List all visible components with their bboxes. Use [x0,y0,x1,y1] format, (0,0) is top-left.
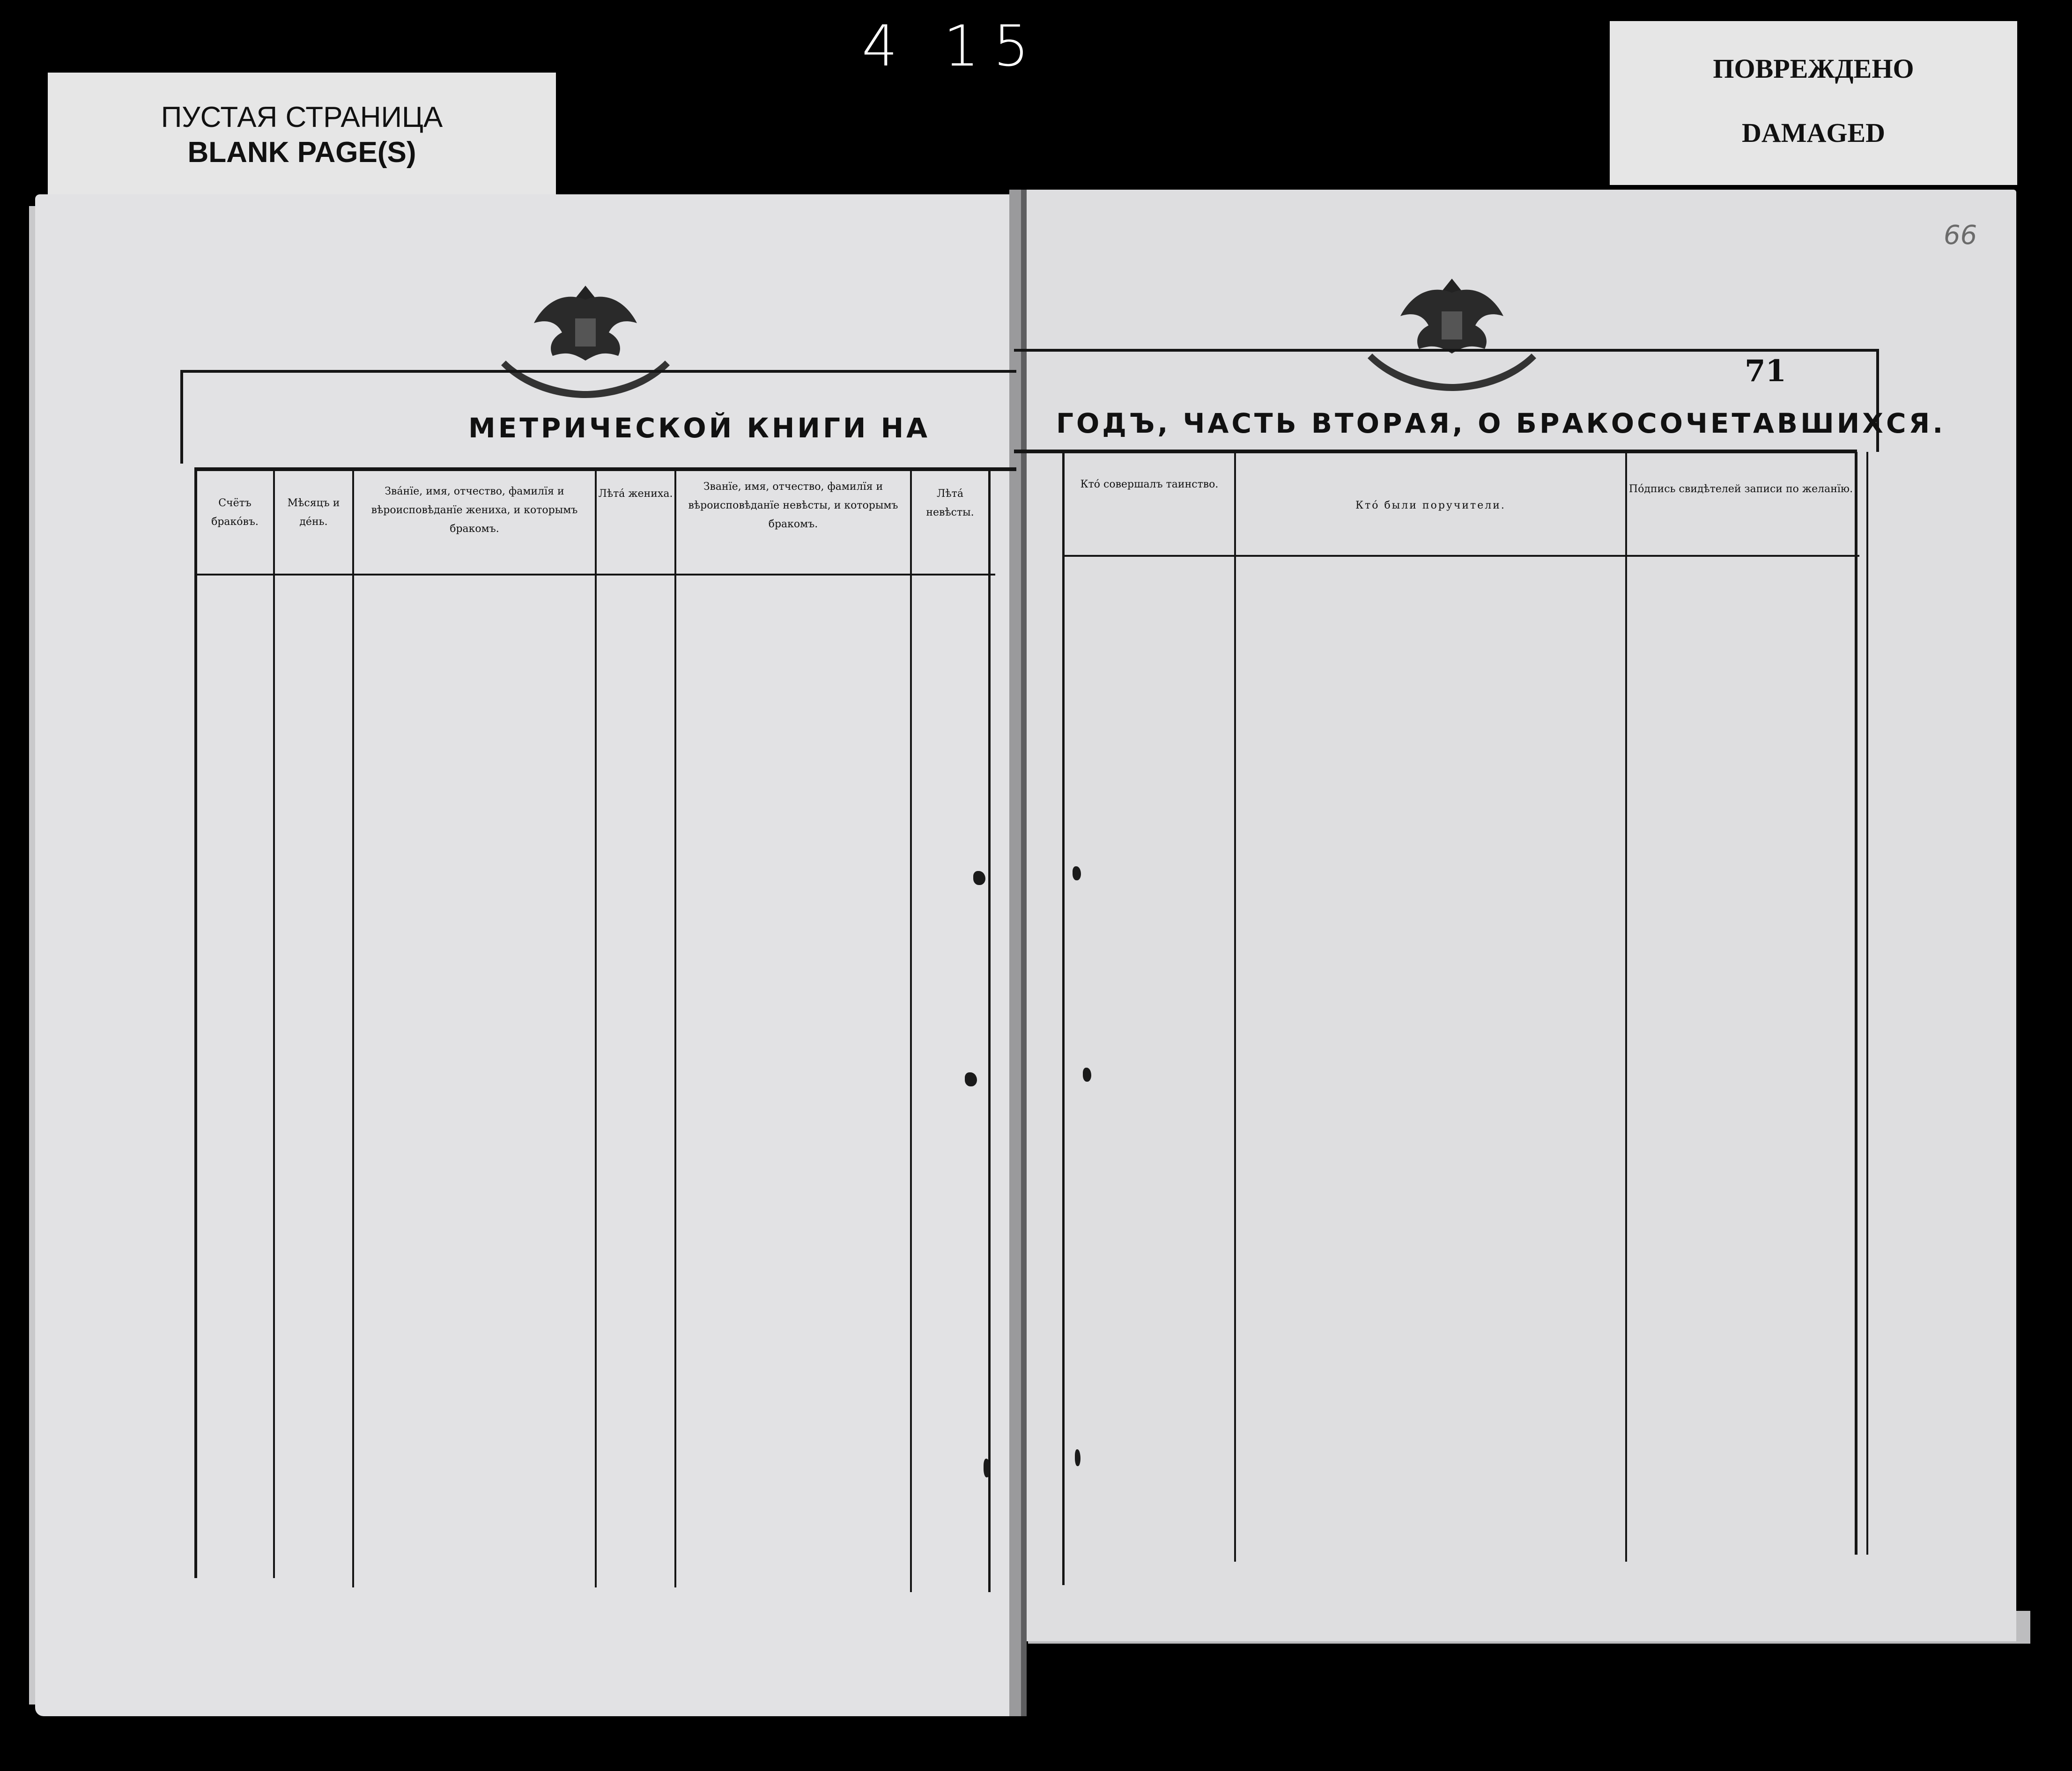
folio-number: 71 [1745,354,1787,389]
coat-of-arms-emblem [492,272,679,412]
column-header-officiant: Ктó совершалъ таинство. [1080,479,1219,490]
binding-hole [973,871,985,885]
column-divider [1855,452,1857,1555]
table-border [180,370,1016,373]
table-border [180,370,183,464]
blank-page-label [48,73,556,199]
column-header-bride-age: Лѣтá невѣсты. [926,488,974,518]
damaged-label-en: DAMAGED [1741,118,1886,148]
table-border [1014,349,1878,352]
blank-label-en: BLANK PAGE(S) [187,136,416,169]
binding-hole [1073,866,1081,880]
binding-hole [984,1459,990,1477]
title-left: МЕТРИЧЕСКОЙ КНИГИ НА [468,412,931,444]
archive-number: 4 15 [862,14,1043,79]
column-divider [595,468,597,1587]
column-header-month-day: Мѣсяцъ и дéнь. [287,497,340,528]
column-header-groom: Звáнïе, имя, отчество, фамилïя и вѣроисповѣданïе жениха, и которымъ бракомъ. [371,486,578,535]
column-header-marriage-count: Счётъ бракóвъ. [211,497,259,528]
column-divider [1062,452,1065,1585]
column-divider [194,468,197,1578]
coat-of-arms-emblem [1358,265,1546,405]
column-header-bride: Званïе, имя, отчество, фамилïя и вѣроисповѣданïе невѣсты, и которымъ бракомъ. [688,481,898,530]
damaged-label [1610,21,2017,185]
binding-hole [1075,1449,1080,1466]
damaged-label-ru: ПОВРЕЖДЕНО [1713,53,1914,84]
book-spine [1009,190,1021,1716]
title-right: ГОДЪ, ЧАСТЬ ВТОРАЯ, О БРАКОСОЧЕТАВШИХСЯ. [1056,407,1946,439]
blank-label-ru: ПУСТАЯ СТРАНИЦА [161,101,443,133]
column-divider [352,468,354,1587]
column-divider [1234,452,1236,1562]
header-rule [1014,450,1857,453]
column-divider [1866,452,1868,1555]
column-header-sponsors: Ктó были поручители. [1355,500,1506,511]
column-divider [674,468,676,1587]
column-header-groom-age: Лѣтá жениха. [598,488,673,500]
header-rule [194,467,1016,471]
pencil-page-number: 66 [1944,220,1977,251]
binding-hole [1083,1068,1091,1082]
column-header-witnesses: Пóдпись свидѣтелей записи по желанïю. [1628,483,1853,495]
book-spine-shadow [1021,190,1027,1716]
column-divider [1625,452,1627,1562]
column-divider [910,468,912,1592]
column-divider [988,468,991,1592]
column-divider [273,468,275,1578]
header-rule [1063,555,1859,557]
binding-hole [965,1072,977,1086]
